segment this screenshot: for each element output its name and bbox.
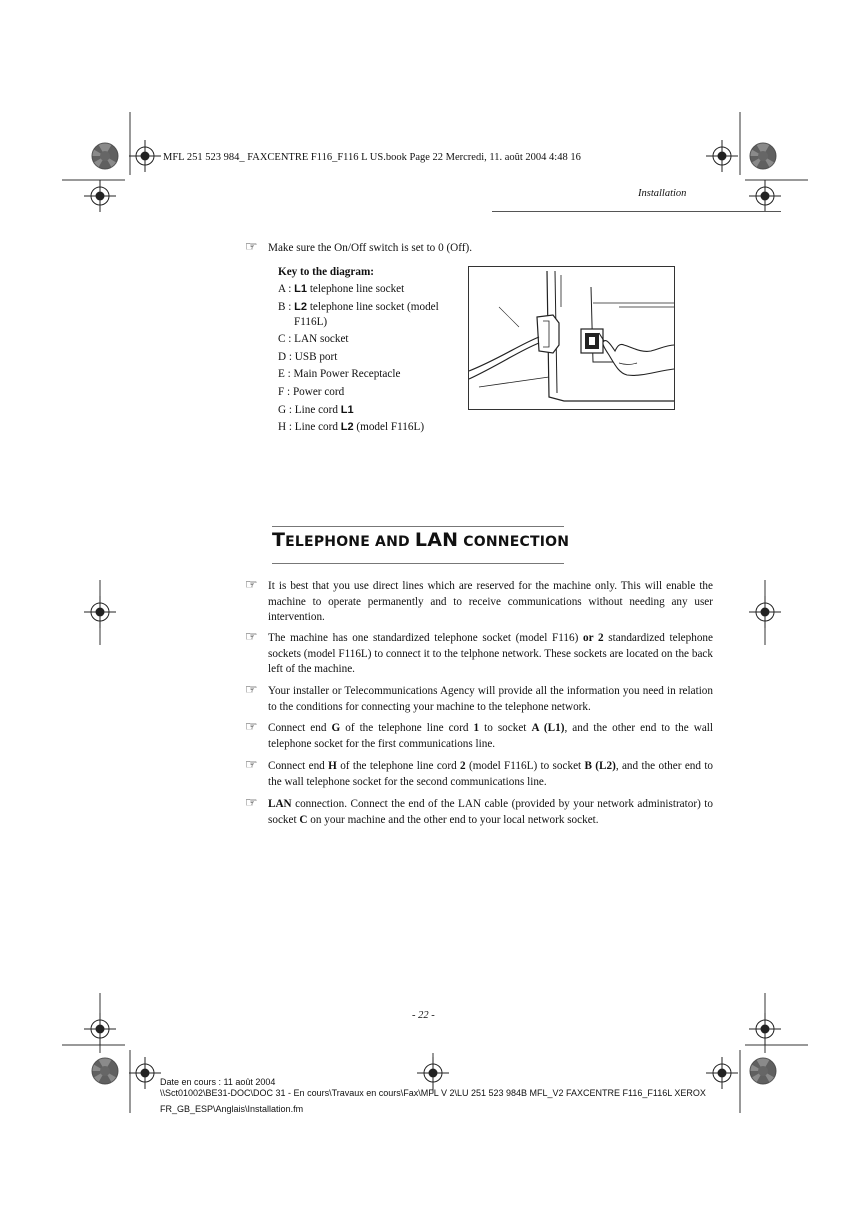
pointing-hand-icon: ☞ bbox=[245, 578, 258, 593]
section-title-top-rule bbox=[272, 526, 564, 527]
section-title-bottom-rule bbox=[272, 563, 564, 564]
bullet-text: Connect end H of the telephone line cord 2 (model F116L) to socket B (L2), and the other end to the wall telephone socket for the second communications line. bbox=[268, 760, 714, 788]
bullet-text: Connect end G of the telephone line cord 1 to socket A (L1), and the other end to the wall telephone socket for the first communications line. bbox=[268, 722, 713, 750]
diagram-key-item: H : Line cord L2 (model F116L) bbox=[278, 421, 425, 434]
diagram-key-title: Key to the diagram: bbox=[278, 266, 375, 278]
bullet-text: LAN connection. Connect the end of the LAN cable (provided by your network administrator) to socket C on your machine and the other end to your local network socket. bbox=[268, 798, 713, 826]
pointing-hand-icon: ☞ bbox=[245, 630, 258, 645]
footer-path: \\Sct01002\BE31-DOC\DOC 31 - En cours\Travaux en cours\Fax\MFL V 2\LU 251 523 984B MFL_V2 FAXCENTRE F116_F116L XEROX bbox=[160, 1088, 706, 1098]
power-switch-illustration bbox=[468, 266, 675, 410]
diagram-key-item: E : Main Power Receptacle bbox=[278, 368, 401, 381]
bullet-item bbox=[245, 721, 725, 753]
diagram-key-item: F116L) bbox=[294, 315, 328, 328]
bullet-item bbox=[245, 579, 725, 627]
bullet-item bbox=[245, 759, 725, 791]
machine-side-drawing bbox=[469, 267, 674, 409]
bullet-item bbox=[245, 797, 725, 829]
section-title: TELEPHONE AND LAN CONNECTION bbox=[272, 529, 570, 551]
bullet-item bbox=[245, 684, 725, 716]
footer-date: Date en cours : 11 août 2004 bbox=[160, 1077, 276, 1087]
pointing-hand-icon: ☞ bbox=[245, 720, 258, 735]
page-number: - 22 - bbox=[412, 1010, 435, 1021]
pointing-hand-icon: ☞ bbox=[245, 796, 258, 811]
footer-path-cont: FR_GB_ESP\Anglais\Installation.fm bbox=[160, 1104, 304, 1114]
diagram-key-item: G : Line cord L1 bbox=[278, 403, 354, 416]
intro-note-text: Make sure the On/Off switch is set to 0 (Off). bbox=[268, 242, 473, 254]
diagram-key-item: A : L1 telephone line socket bbox=[278, 283, 405, 295]
bullet-text: The machine has one standardized telephone socket (model F116) or 2 standardized telephone sockets (model F116L) to connect it to the telphone network. These sockets are located on the back left of the machine. bbox=[268, 632, 713, 676]
diagram-key-item: F : Power cord bbox=[278, 385, 345, 398]
bullet-text: Your installer or Telecommunications Agency will provide all the information you need in relation to the conditions for connecting your machine to the telephone network. bbox=[268, 685, 713, 713]
header-rule bbox=[492, 211, 781, 212]
pointing-hand-icon: ☞ bbox=[245, 240, 258, 255]
running-header-section: Installation bbox=[638, 188, 687, 199]
diagram-key-list bbox=[278, 282, 458, 435]
pointing-hand-icon: ☞ bbox=[245, 758, 258, 773]
pointing-hand-icon: ☞ bbox=[245, 683, 258, 698]
diagram-key bbox=[278, 266, 458, 438]
diagram-key-item: B : L2 telephone line socket (model bbox=[278, 300, 439, 313]
diagram-key-item: C : LAN socket bbox=[278, 333, 349, 346]
book-file-info: MFL 251 523 984_ FAXCENTRE F116_F116 L US.book Page 22 Mercredi, 11. août 2004 4:48 16 bbox=[163, 152, 581, 163]
bullet-text: It is best that you use direct lines which are reserved for the machine only. This will enable the machine to operate permanently and to receive communications without needing any user intervention. bbox=[268, 580, 713, 624]
diagram-key-item: D : USB port bbox=[278, 350, 338, 363]
bullet-item bbox=[245, 631, 725, 679]
